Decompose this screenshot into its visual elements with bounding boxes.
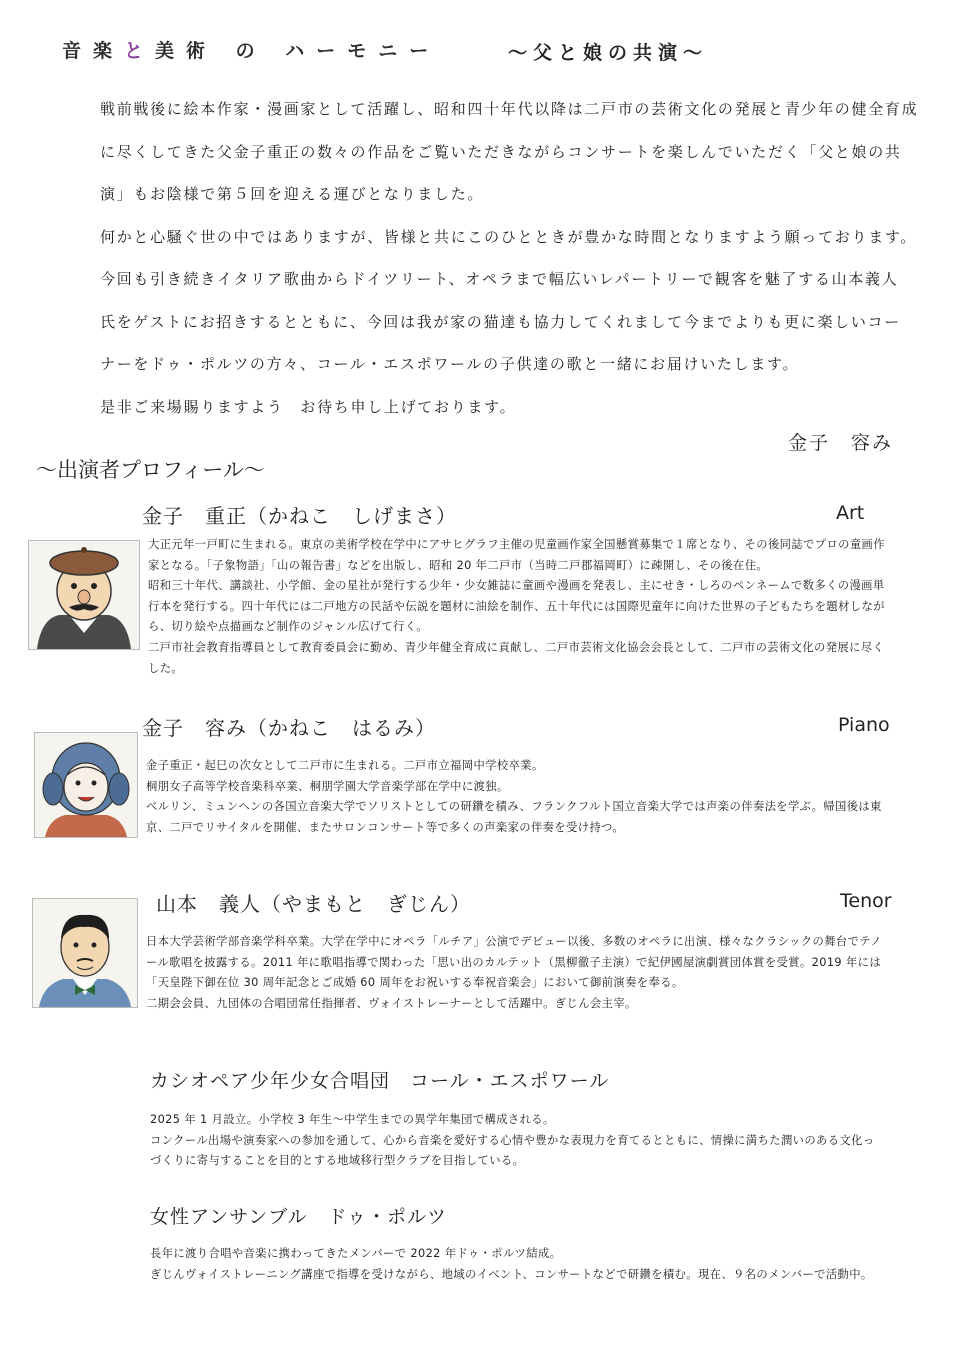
bio-line: ら、切り絵や点描画など制作のジャンル広げて行く。	[148, 620, 428, 634]
page-title	[62, 36, 440, 63]
bio-line: した。	[148, 661, 184, 675]
intro-line: 是非ご来場賜りますよう お待ち申し上げております。	[100, 397, 517, 416]
intro-text	[100, 88, 919, 428]
bio-line: 昭和三十年代、講談社、小学館、金の星社が発行する少年・少女雑誌に童画や漫画を発表し、主にせき・しろのペンネームで数多くの漫画単	[148, 579, 885, 593]
group-name: カシオペア少年少女合唱団 コール・エスポワール	[150, 1070, 610, 1092]
bio-line: 日本大学芸術学部音楽学科卒業。大学在学中にオペラ「ルチア」公演でデビュー以後、多数のオペラに出演、様々なクラシックの舞台でテノ	[146, 935, 882, 948]
title-music: 音楽	[62, 40, 125, 62]
bio-line: 金子重正・起巳の次女として二戸市に生まれる。二戸市立福岡中学校卒業。	[146, 759, 544, 772]
profile-heading: ～出演者プロフィール～	[36, 458, 265, 482]
bio-line: 京、二戸でリサイタルを開催、またサロンコンサート等で多くの声楽家の伴奏を受け持つ。	[146, 820, 625, 834]
desc-line: ぎじんヴォイストレーニング講座で指導を受けながら、地域のイベント、コンサートなどで研鑽を積む。現在、９名のメンバーで活動中。	[150, 1267, 873, 1281]
desc-line: 長年に渡り合唱や音楽に携わってきたメンバーで 2022 年ドゥ・ポルツ結成。	[150, 1247, 562, 1260]
desc-line: 2025 年 1 月設立。小学校 3 年生～中学生までの異学年集団で構成される。	[150, 1113, 555, 1126]
bio-line: 二戸市社会教育指導員として教育委員会に勤め、青少年健全育成に貢献し、二戸市芸術文化協会会長として、二戸市の芸術文化の発展に尽く	[148, 640, 885, 654]
woman-with-headscarf-icon	[34, 732, 138, 838]
performer-name: 金子 重正（かねこ しげまさ）	[142, 504, 457, 528]
performer-name: 金子 容み（かねこ はるみ）	[142, 716, 436, 740]
intro-line: ナーをドゥ・ポルツの方々、コール・エスポワールの子供達の歌と一緒にお届けいたします。	[100, 355, 800, 373]
bio-line: 大正元年一戸町に生まれる。東京の美術学校在学中にアサヒグラフ主催の児童画作家全国懸賞募集で１席となり、その後同誌でプロの童画作	[148, 538, 885, 551]
bio-line: 「天皇陛下御在位 30 周年記念とご成婚 60 周年をお祝いする奉祝音楽会」において御前演奏を奉る。	[146, 976, 684, 990]
intro-line: に尽くしてきた父金子重正の数々の作品をご覧いただきながらコンサートを楽しんでいただく「父と娘の共	[100, 142, 902, 161]
group-name: 女性アンサンブル ドゥ・ポルツ	[150, 1206, 448, 1228]
group-description	[150, 1110, 875, 1172]
performer-bio	[146, 756, 882, 838]
performer-bio	[148, 535, 885, 679]
performer-role: Art	[836, 502, 865, 524]
intro-line: 何かと心騒ぐ世の中ではありますが、皆様と共にこのひとときが豊かな時間となりますよう願っております。	[100, 227, 918, 246]
bio-line: 行本を発行する。四十年代には二戸地方の民話や伝説を題材に油絵を制作、五十年代には国際児童年に向けた世界の子どもたちを題材しなが	[148, 599, 885, 613]
title-art-harmony: 美術 の ハーモニー	[155, 40, 441, 62]
performer-role: Tenor	[840, 890, 892, 912]
bio-line: ール歌唱を披露する。2011 年に歌唱指導で関わった「思い出のカルテット（黒柳徹子主演）で紀伊國屋演劇賞団体賞を受賞。2019 年には	[146, 955, 882, 969]
man-with-beret-icon	[28, 540, 140, 650]
performer-bio	[146, 932, 882, 1014]
intro-line: 演」もお陰様で第５回を迎える運びとなりました。	[100, 185, 485, 203]
bio-line: 家となる。「子象物語」「山の報告書」などを出版し、昭和 20 年二戸市（当時二戸郡福岡町）に疎開し、その後在住。	[148, 558, 769, 572]
intro-line: 戦前戦後に絵本作家・漫画家として活躍し、昭和四十年代以降は二戸市の芸術文化の発展と青少年の健全育成	[100, 100, 919, 118]
intro-line: 今回も引き続きイタリア歌曲からドイツリート、オペラまで幅広いレパートリーで観客を魅了する山本義人	[100, 270, 899, 288]
signature: 金子 容み	[788, 432, 894, 454]
bio-line: 桐朋女子高等学校音楽科卒業、桐朋学園大学音楽学部在学中に渡独。	[146, 779, 509, 793]
intro-line: 氏をゲストにお招きするとともに、今回は我が家の猫達も協力してくれまして今までよりも更に楽しいコー	[100, 312, 902, 331]
bio-line: 二期会会員、九団体の合唱団常任指揮者、ヴォイストレーナーとして活躍中。ぎじん会主宰。	[146, 996, 637, 1010]
page-subtitle: ～父と娘の共演～	[508, 42, 709, 64]
performer-name: 山本 義人（やまもと ぎじん）	[156, 892, 471, 916]
performer-role: Piano	[838, 714, 890, 736]
desc-line: コンクール出場や演奏家への参加を通して、心から音楽を愛好する心情や豊かな表現力を育てるとともに、情操に満ちた潤いのある文化っ	[150, 1133, 875, 1147]
bio-line: ベルリン、ミュンヘンの各国立音楽大学でソリストとしての研鑽を積み、フランクフルト国立音楽大学では声楽の伴奏法を学ぶ。帰国後は東	[146, 800, 882, 814]
group-description	[150, 1244, 873, 1285]
desc-line: づくりに寄与することを目的とする地域移行型クラブを目指している。	[150, 1154, 525, 1168]
man-with-bowtie-icon	[32, 898, 138, 1008]
title-and: と	[124, 40, 156, 62]
